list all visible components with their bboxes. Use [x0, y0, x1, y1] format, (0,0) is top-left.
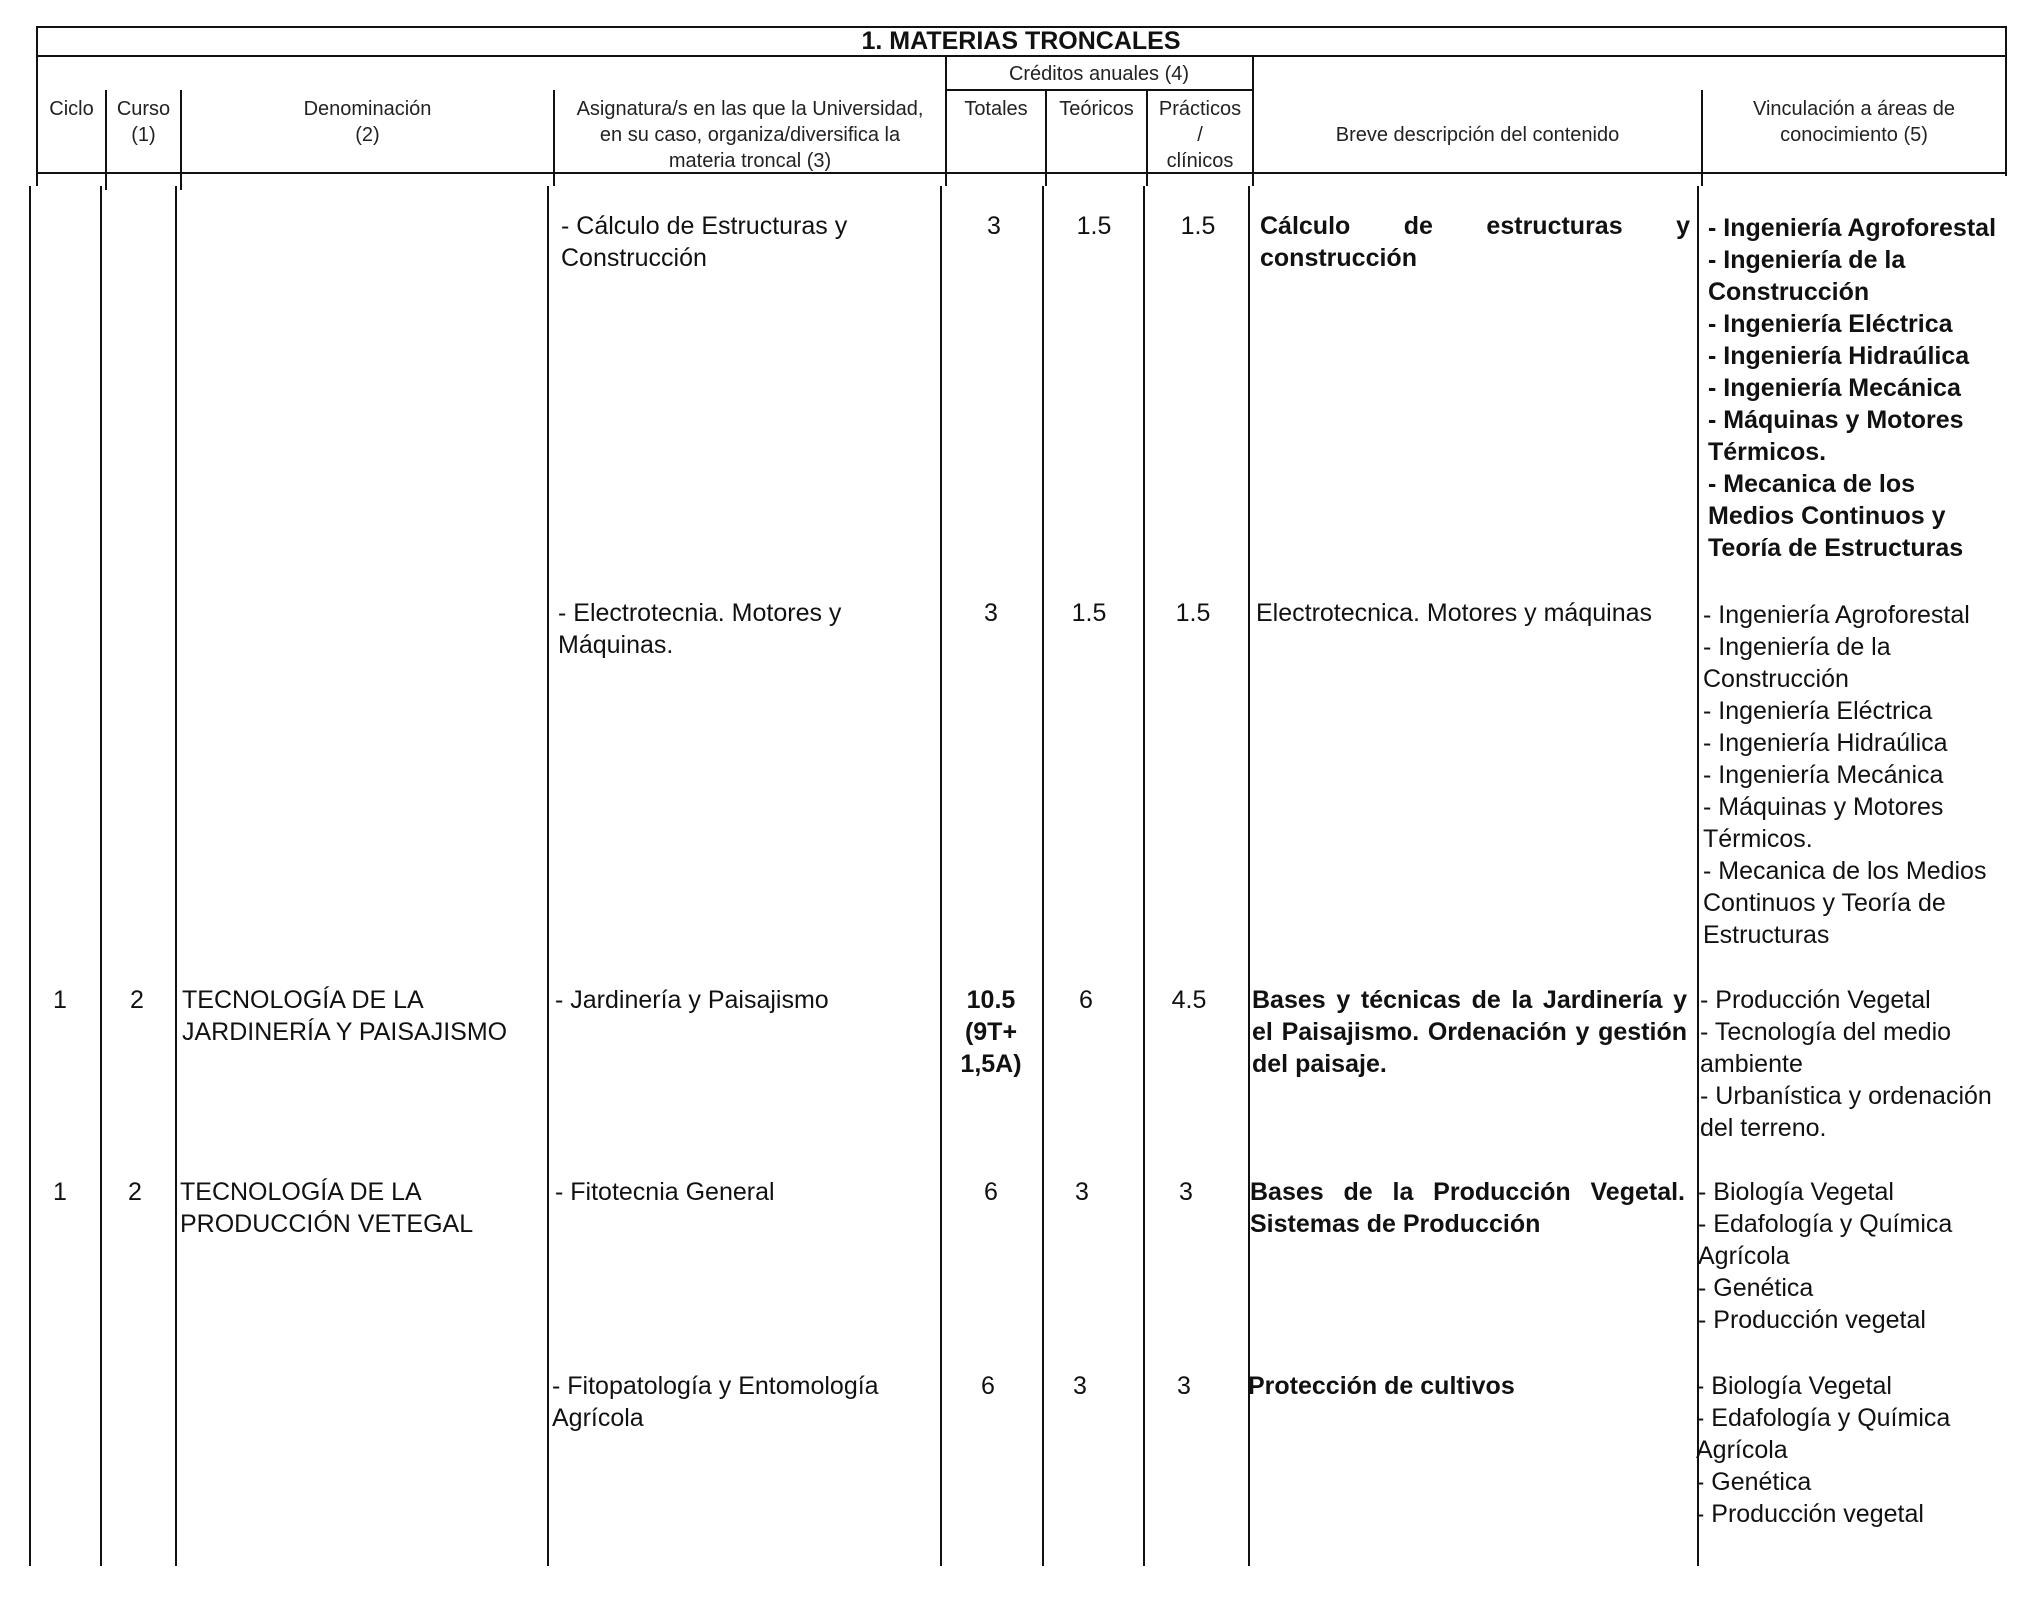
body-col-div-denominacion — [547, 186, 549, 1566]
row-2-area-7: - Mecanica de los Medios Continuos y Teoría de Estructuras — [1703, 857, 1987, 949]
row-5-asignatura: - Fitopatología y Entomología Agrícola — [552, 1372, 879, 1432]
row-4-totales: 6 — [984, 1178, 998, 1206]
header-practicos-line2: / — [1197, 124, 1203, 146]
row-3-area-3: - Urbanística y ordenación del terreno. — [1700, 1082, 1992, 1142]
row-5-area-1: - Biología Vegetal — [1696, 1372, 1892, 1400]
header-vinculacion-line1: Vinculación a áreas de — [1753, 98, 1955, 120]
header-curso: Curso — [116, 98, 171, 120]
row-4-practicos: 3 — [1179, 1178, 1193, 1206]
body-col-div-asignatura — [940, 186, 942, 1566]
row-4-asignatura: - Fitotecnia General — [555, 1178, 775, 1206]
row-3-area-2: - Tecnología del medio ambiente — [1700, 1018, 1952, 1078]
credits-group-border — [946, 89, 1252, 91]
body-col-div-teoricos — [1143, 186, 1145, 1566]
row-1-totales: 3 — [987, 212, 1001, 240]
header-vinculacion-line2: conocimiento (5) — [1780, 124, 1928, 146]
row-4-area-3: - Genética — [1698, 1274, 1814, 1302]
row-4-descripcion: Bases de la Producción Vegetal. Sistemas de Producción — [1250, 1178, 1685, 1238]
row-3-denominacion: TECNOLOGÍA DE LA JARDINERÍA Y PAISAJISMO — [182, 986, 508, 1046]
row-2-totales: 3 — [984, 599, 998, 627]
header-curso-note: (1) — [131, 124, 156, 146]
title-bottom-border — [36, 55, 2006, 57]
row-3-ciclo: 1 — [53, 986, 67, 1014]
row-5-teoricos: 3 — [1073, 1372, 1087, 1400]
row-1-teoricos: 1.5 — [1076, 212, 1112, 240]
row-2-practicos: 1.5 — [1175, 599, 1211, 627]
row-4-area-2: - Edafología y Química Agrícola — [1698, 1210, 1953, 1270]
row-5-area-3: - Genética — [1696, 1468, 1812, 1496]
header-practicos-line1: Prácticos — [1158, 98, 1242, 120]
body-col-div-ciclo — [100, 186, 102, 1566]
row-1-descripcion: Cálculo de estructuras y construcción — [1260, 212, 1690, 272]
body-left-border — [29, 186, 31, 1566]
header-bottom-border — [36, 172, 2006, 174]
credits-group-header: Créditos anuales (4) — [1008, 63, 1190, 85]
row-3-practicos: 4.5 — [1171, 986, 1207, 1014]
row-3-asignatura: - Jardinería y Paisajismo — [555, 986, 829, 1014]
row-4-area-4: - Producción vegetal — [1698, 1306, 1926, 1334]
header-totales: Totales — [964, 98, 1028, 120]
row-2-area-2: - Ingeniería de la Construcción — [1703, 633, 1891, 693]
row-1-area-2: - Ingeniería de la Construcción — [1708, 246, 1906, 306]
row-1-asignatura: - Cálculo de Estructuras y Construcción — [561, 212, 848, 272]
row-3-totales: 10.5 (9T+ 1,5A) — [960, 986, 1022, 1078]
table-title: 1. MATERIAS TRONCALES — [861, 27, 1181, 55]
row-2-area-3: - Ingeniería Eléctrica — [1703, 697, 1933, 725]
row-4-ciclo: 1 — [53, 1178, 67, 1206]
header-denominacion: Denominación — [303, 98, 432, 120]
body-col-div-descripcion — [1697, 186, 1699, 1566]
row-1-area-1: - Ingeniería Agroforestal — [1708, 214, 1997, 242]
row-3-curso: 2 — [130, 986, 144, 1014]
row-1-area-5: - Ingeniería Mecánica — [1708, 374, 1961, 402]
row-2-area-4: - Ingeniería Hidraúlica — [1703, 729, 1948, 757]
row-1-area-3: - Ingeniería Eléctrica — [1708, 310, 1953, 338]
row-3-area-1: - Producción Vegetal — [1700, 986, 1931, 1014]
header-teoricos: Teóricos — [1059, 98, 1134, 120]
col-div-practicos — [1252, 56, 1254, 186]
row-2-descripcion: Electrotecnica. Motores y máquinas — [1256, 599, 1653, 627]
header-denominacion-note: (2) — [355, 124, 380, 146]
row-1-practicos: 1.5 — [1180, 212, 1216, 240]
header-asignatura-line1: Asignatura/s en las que la Universidad, — [576, 98, 924, 120]
row-5-area-4: - Producción vegetal — [1696, 1500, 1924, 1528]
row-3-descripcion: Bases y técnicas de la Jardinería y el Paisajismo. Ordenación y gestión del paisaje. — [1252, 986, 1687, 1078]
row-5-area-2: - Edafología y Química Agrícola — [1696, 1404, 1951, 1464]
row-2-area-5: - Ingeniería Mecánica — [1703, 761, 1944, 789]
header-ciclo: Ciclo — [49, 98, 94, 120]
row-4-teoricos: 3 — [1075, 1178, 1089, 1206]
row-1-area-4: - Ingeniería Hidraúlica — [1708, 342, 1970, 370]
row-4-area-1: - Biología Vegetal — [1698, 1178, 1894, 1206]
row-4-curso: 2 — [128, 1178, 142, 1206]
row-5-practicos: 3 — [1177, 1372, 1191, 1400]
row-5-descripcion: Protección de cultivos — [1248, 1372, 1515, 1400]
row-2-area-6: - Máquinas y Motores Térmicos. — [1703, 793, 1944, 853]
header-asignatura-line3: materia troncal (3) — [668, 150, 832, 172]
row-2-asignatura: - Electrotecnia. Motores y Máquinas. — [558, 599, 842, 659]
row-2-area-1: - Ingeniería Agroforestal — [1703, 601, 1970, 629]
row-1-area-6: - Máquinas y Motores Térmicos. — [1708, 406, 1964, 466]
row-4-denominacion: TECNOLOGÍA DE LA PRODUCCIÓN VETEGAL — [180, 1178, 474, 1238]
body-col-div-totales — [1042, 186, 1044, 1566]
body-col-div-curso — [175, 186, 177, 1566]
row-5-totales: 6 — [981, 1372, 995, 1400]
row-1-area-7: - Mecanica de los Medios Continuos y Teoría de Estructuras — [1708, 470, 1964, 562]
header-descripcion: Breve descripción del contenido — [1335, 124, 1620, 146]
row-2-teoricos: 1.5 — [1071, 599, 1107, 627]
header-practicos-line3: clínicos — [1166, 150, 1234, 172]
row-3-teoricos: 6 — [1079, 986, 1093, 1014]
header-asignatura-line2: en su caso, organiza/diversifica la — [599, 124, 901, 146]
body-col-div-practicos — [1248, 186, 1250, 1566]
